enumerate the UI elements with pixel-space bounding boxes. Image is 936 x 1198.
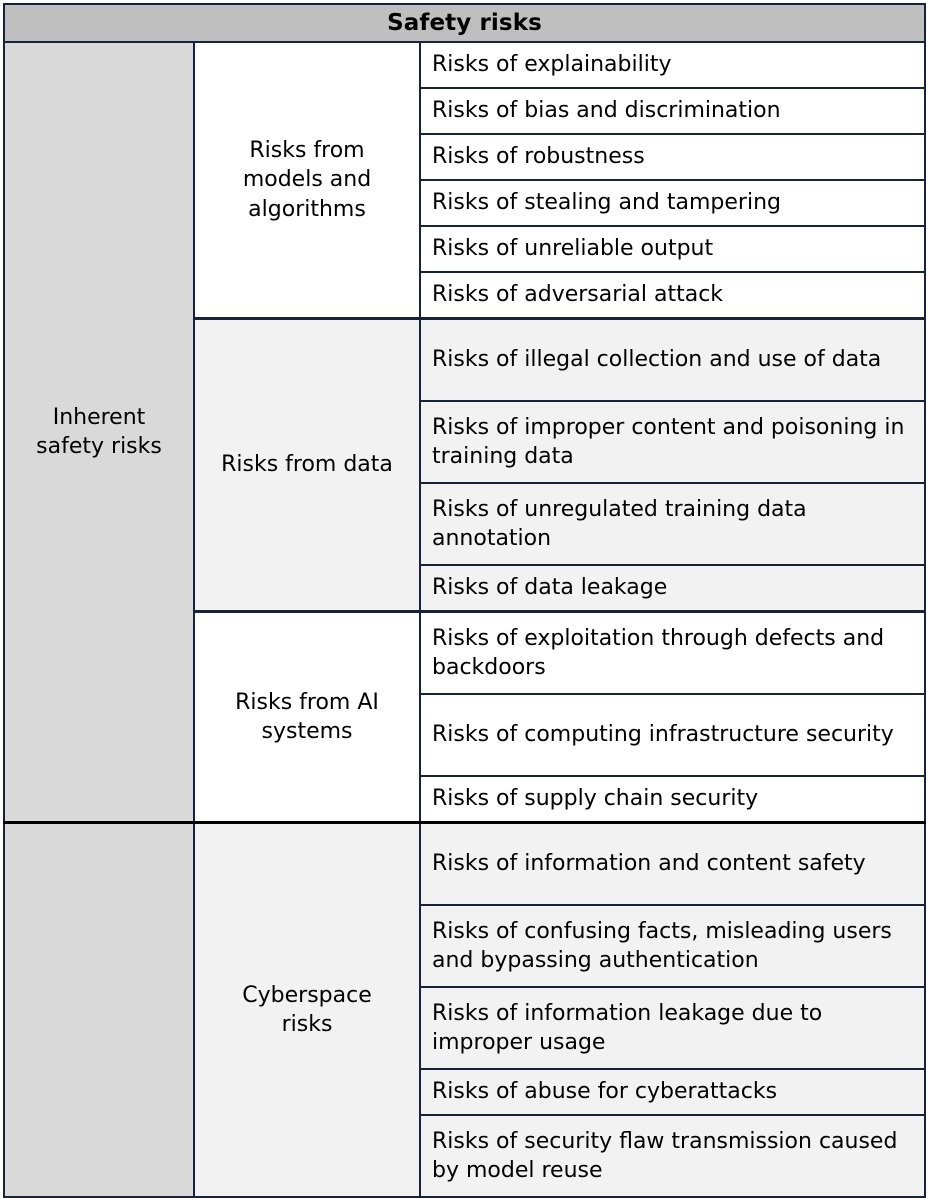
risk-item-bias-and-discrimination: Risks of bias and discrimination (420, 88, 925, 134)
subgroup-label-line-2: systems (261, 719, 353, 744)
subgroup-cell-cyberspace-risks (194, 823, 420, 1198)
risk-item-supply-chain-security: Risks of supply chain security (420, 776, 925, 823)
risk-item-information-and-content-safety: Risks of information and content safety (420, 823, 925, 906)
risk-item-data-leakage: Risks of data leakage (420, 565, 925, 612)
table-title: Safety risks (4, 4, 925, 42)
risk-item-unregulated-training-data-annotation: Risks of unregulated training data annotation (420, 483, 925, 565)
subgroup-label-line-1: Risks from (249, 138, 365, 164)
subgroup-label-line-2: risks (281, 1012, 333, 1037)
subgroup-label-line-1: Risks from AI (235, 689, 379, 715)
group-cell-second-group (4, 823, 194, 1198)
table-row (4, 42, 925, 88)
risk-item-confusing-facts-misleading-users: Risks of confusing facts, misleading users and bypassing authentication (420, 905, 925, 987)
subgroup-cell-risks-from-data (194, 319, 420, 612)
subgroup-cell-models-and-algorithms (194, 42, 420, 319)
subgroup-label-line-1: Risks from data (221, 452, 393, 478)
subgroup-cell-risks-from-ai-systems (194, 612, 420, 823)
risk-item-improper-content-and-poisoning: Risks of improper content and poisoning in training data (420, 401, 925, 483)
group-label-line-2: safety risks (36, 434, 162, 459)
group-label-line-1: Inherent (52, 404, 146, 430)
risk-item-unreliable-output: Risks of unreliable output (420, 226, 925, 272)
risk-item-abuse-for-cyberattacks: Risks of abuse for cyberattacks (420, 1069, 925, 1115)
risk-item-robustness: Risks of robustness (420, 134, 925, 180)
risk-item-computing-infrastructure-security: Risks of computing infrastructure security (420, 694, 925, 776)
risk-item-information-leakage-improper-usage: Risks of information leakage due to improper usage (420, 987, 925, 1069)
table-header-row (4, 4, 925, 42)
subgroup-label-line-2: models and (242, 167, 372, 193)
subgroup-label-line-3: algorithms (248, 196, 366, 222)
safety-risks-table (3, 3, 926, 1198)
risk-item-exploitation-through-defects-and-backdoors: Risks of exploitation through defects and backdoors (420, 612, 925, 695)
risk-item-explainability: Risks of explainability (420, 42, 925, 88)
risk-item-illegal-collection-and-use-of-data: Risks of illegal collection and use of data (420, 319, 925, 402)
risk-item-security-flaw-transmission-model-reuse: Risks of security flaw transmission caused by model reuse (420, 1115, 925, 1197)
risk-item-stealing-and-tampering: Risks of stealing and tampering (420, 180, 925, 226)
subgroup-label-line-1: Cyberspace (242, 982, 372, 1008)
risk-item-adversarial-attack: Risks of adversarial attack (420, 272, 925, 319)
table-row (4, 823, 925, 906)
group-cell-inherent-safety-risks (4, 42, 194, 823)
